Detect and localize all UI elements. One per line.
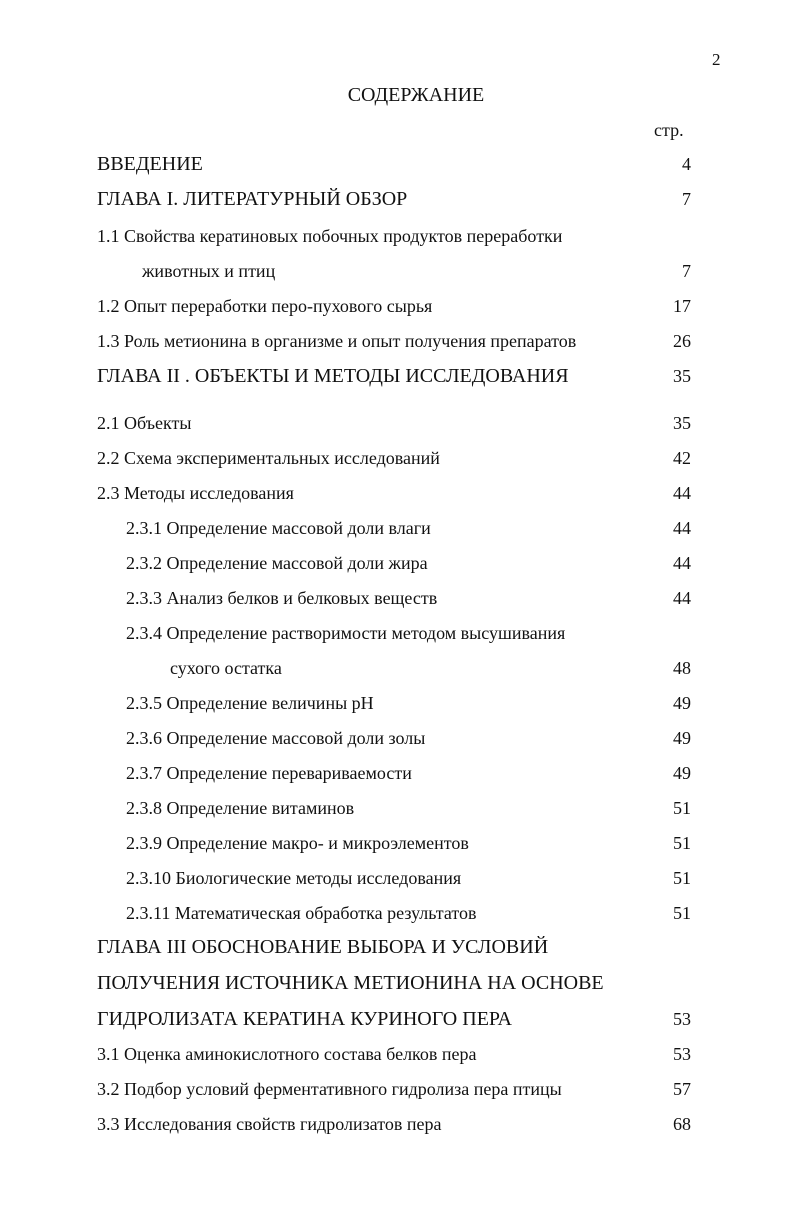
page-title: СОДЕРЖАНИЕ xyxy=(347,84,485,106)
toc-entry-continuation: животных и птиц xyxy=(142,261,276,281)
toc-page-number: 48 xyxy=(673,658,691,678)
toc-entry-continuation: сухого остатка xyxy=(170,658,282,678)
toc-page-number: 49 xyxy=(673,728,691,748)
toc-page-number: 53 xyxy=(673,1044,691,1064)
page-number: 2 xyxy=(712,50,721,69)
toc-entry-introduction: ВВЕДЕНИЕ xyxy=(97,153,203,175)
toc-subentry: 2.3.8 Определение витаминов xyxy=(126,798,355,818)
toc-entry-chapter-3: ГЛАВА III ОБОСНОВАНИЕ ВЫБОРА И УСЛОВИЙ xyxy=(97,936,549,958)
toc-page-number: 44 xyxy=(673,588,691,608)
toc-page-number: 57 xyxy=(673,1079,691,1099)
toc-subentry: 2.3.4 Определение растворимости методом высушивания xyxy=(126,623,566,643)
toc-entry: 1.1 Свойства кератиновых побочных продуктов переработки xyxy=(97,226,563,246)
toc-page-number: 51 xyxy=(673,903,691,923)
toc-page-number: 51 xyxy=(673,833,691,853)
toc-page-number: 68 xyxy=(673,1114,691,1134)
toc-subentry: 2.3.3 Анализ белков и белковых веществ xyxy=(126,588,438,608)
toc-page-number: 44 xyxy=(673,518,691,538)
toc-page-number: 7 xyxy=(682,261,691,281)
toc-entry: 2.2 Схема экспериментальных исследований xyxy=(97,448,440,468)
toc-page-number: 44 xyxy=(673,553,691,573)
toc-entry: 3.1 Оценка аминокислотного состава белков пера xyxy=(97,1044,477,1064)
toc-entry-chapter-3: ПОЛУЧЕНИЯ ИСТОЧНИКА МЕТИОНИНА НА ОСНОВЕ xyxy=(97,972,604,994)
toc-subentry: 2.3.5 Определение величины рН xyxy=(126,693,374,713)
toc-page-number: 49 xyxy=(673,693,691,713)
toc-entry: 3.2 Подбор условий ферментативного гидролиза пера птицы xyxy=(97,1079,562,1099)
toc-page-number: 26 xyxy=(673,331,691,351)
toc-page-number: 17 xyxy=(673,296,691,316)
toc-page-number: 7 xyxy=(682,189,691,209)
toc-page-number: 42 xyxy=(673,448,691,468)
toc-entry: 1.3 Роль метионина в организме и опыт получения препаратов xyxy=(97,331,577,351)
toc-entry: 2.1 Объекты xyxy=(97,413,192,433)
toc-entry-chapter-2: ГЛАВА II . ОБЪЕКТЫ И МЕТОДЫ ИССЛЕДОВАНИЯ xyxy=(97,365,569,387)
toc-page-number: 44 xyxy=(673,483,691,503)
toc-entry-chapter-3: ГИДРОЛИЗАТА КЕРАТИНА КУРИНОГО ПЕРА xyxy=(97,1008,512,1030)
page-column-label: стр. xyxy=(654,120,684,140)
toc-page-number: 35 xyxy=(673,366,691,386)
toc-page-number: 4 xyxy=(682,154,691,174)
toc-subentry: 2.3.11 Математическая обработка результатов xyxy=(126,903,477,923)
toc-page-number: 51 xyxy=(673,798,691,818)
toc-entry-chapter-1: ГЛАВА I. ЛИТЕРАТУРНЫЙ ОБЗОР xyxy=(97,188,408,210)
toc-entry: 1.2 Опыт переработки перо-пухового сырья xyxy=(97,296,433,316)
toc-page-number: 35 xyxy=(673,413,691,433)
toc-page-number: 49 xyxy=(673,763,691,783)
toc-page-number: 53 xyxy=(673,1009,691,1029)
toc-subentry: 2.3.6 Определение массовой доли золы xyxy=(126,728,426,748)
toc-subentry: 2.3.9 Определение макро- и микроэлементов xyxy=(126,833,469,853)
toc-page-number: 51 xyxy=(673,868,691,888)
toc-subentry: 2.3.10 Биологические методы исследования xyxy=(126,868,462,888)
toc-subentry: 2.3.1 Определение массовой доли влаги xyxy=(126,518,431,538)
toc-subentry: 2.3.2 Определение массовой доли жира xyxy=(126,553,428,573)
toc-entry: 2.3 Методы исследования xyxy=(97,483,294,503)
toc-subentry: 2.3.7 Определение перевариваемости xyxy=(126,763,412,783)
toc-entry: 3.3 Исследования свойств гидролизатов пера xyxy=(97,1114,442,1134)
